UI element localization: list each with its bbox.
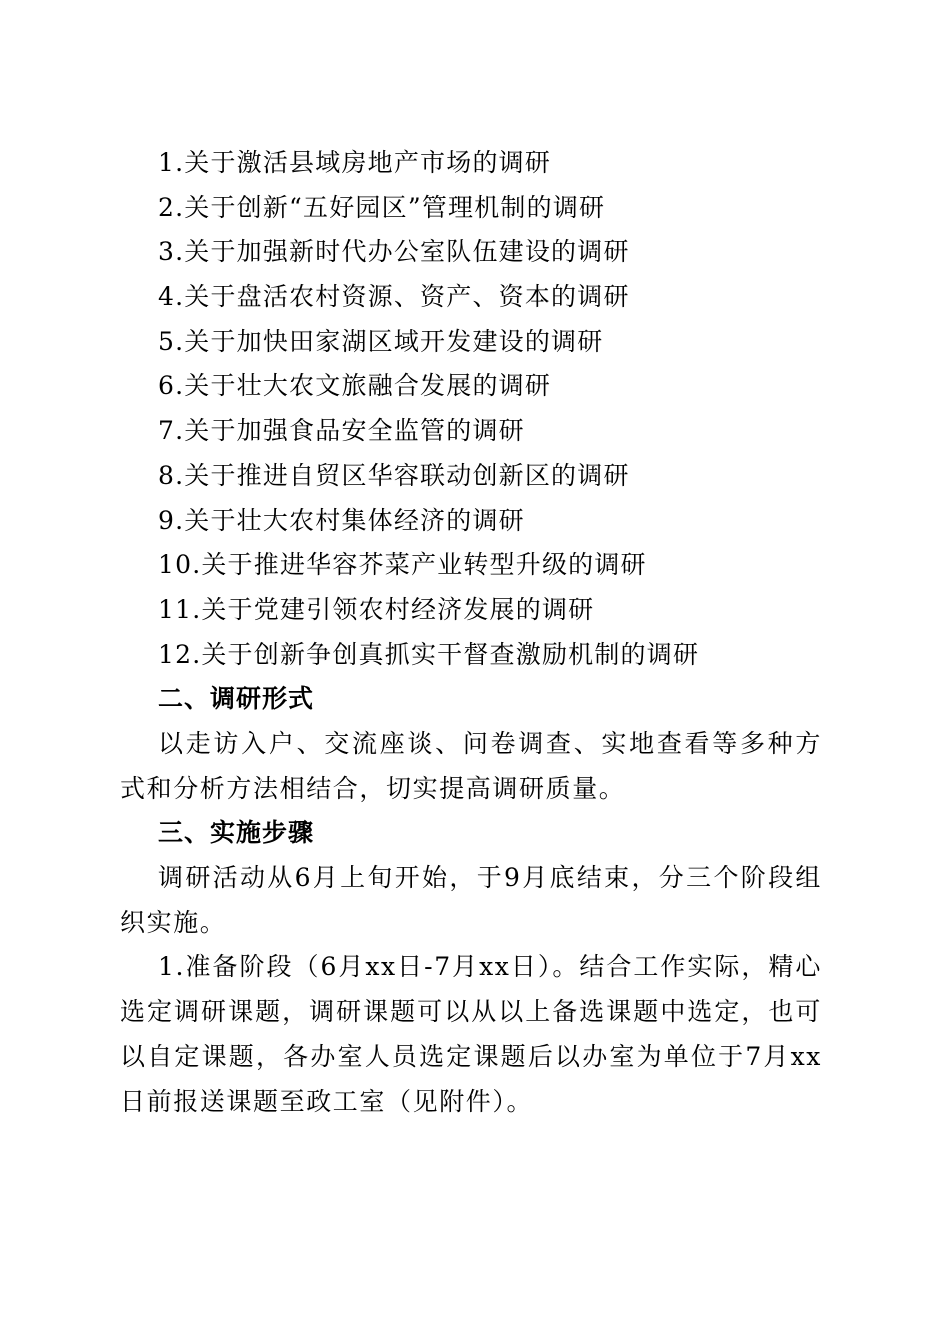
topic-item: 1.关于激活县域房地产市场的调研 <box>158 148 552 177</box>
document-body <box>120 141 822 1124</box>
section-heading-research-form: 二、调研形式 <box>158 684 315 714</box>
preparation-stage-paragraph: 1.准备阶段（6月xx日-7月xx日）。结合工作实际，精心选定调研课题，调研课题可以从以上备选课题中选定，也可以自定课题，各办室人员选定课题后以办室为单位于7月xx日前报送课题至政工室（见附件）。 <box>120 952 822 1116</box>
implementation-paragraph: 调研活动从6月上旬开始，于9月底结束，分三个阶段组织实施。 <box>120 863 822 937</box>
topic-item: 9.关于壮大农村集体经济的调研 <box>158 505 525 535</box>
topic-item: 11.关于党建引领农村经济发展的调研 <box>158 594 595 624</box>
topic-item: 6.关于壮大农文旅融合发展的调研 <box>158 371 552 401</box>
research-topic-list <box>120 141 822 677</box>
topic-item: 10.关于推进华容芥菜产业转型升级的调研 <box>158 550 647 580</box>
topic-item: 8.关于推进自贸区华容联动创新区的调研 <box>158 460 630 490</box>
topic-item: 5.关于加快田家湖区域开发建设的调研 <box>158 326 604 356</box>
section-heading-implementation-steps: 三、实施步骤 <box>158 818 315 848</box>
topic-item: 7.关于加强食品安全监管的调研 <box>158 416 525 446</box>
topic-item: 3.关于加强新时代办公室队伍建设的调研 <box>158 237 630 267</box>
topic-item: 2.关于创新“五好园区”管理机制的调研 <box>158 192 606 222</box>
topic-item: 12.关于创新争创真抓实干督查激励机制的调研 <box>158 639 700 669</box>
topic-item: 4.关于盘活农村资源、资产、资本的调研 <box>158 282 630 312</box>
research-form-paragraph: 以走访入户、交流座谈、问卷调查、实地查看等多种方式和分析方法相结合，切实提高调研质量。 <box>120 728 822 803</box>
